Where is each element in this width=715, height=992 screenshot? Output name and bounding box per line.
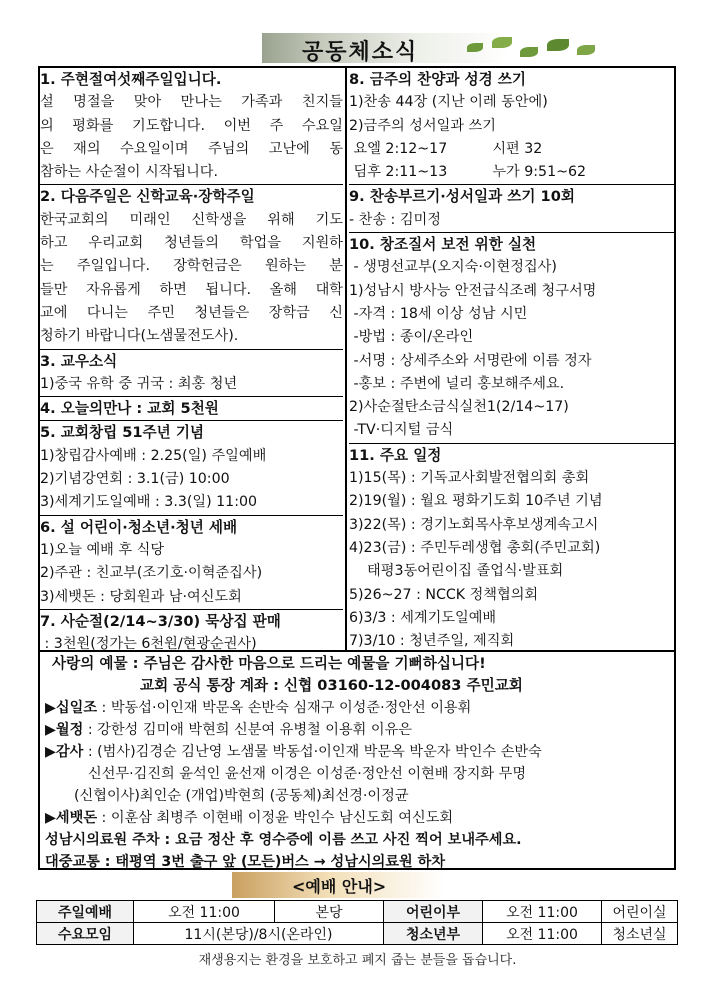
text-line: 설 명절을 맞아 만나는 가족과 친지들 (40, 94, 343, 111)
table-row (37, 923, 678, 945)
text-line: 1)15(목) : 기독교사회발전협의회 총회 (349, 470, 590, 487)
text-line: 들만 자유롭게 하면 됩니다. 올해 대학 (40, 281, 343, 298)
text-line: 딤후 2:11~13 누가 9:51~62 (349, 164, 587, 181)
leaf-icon (467, 43, 483, 52)
thanks-list-cont: 신선무·김진희 윤석인 윤선재 이경은 이성준·정안선 이현배 장지화 무명 (88, 766, 527, 782)
thanks-list-cont: (신협이사)최인순 (개업)박현희 (공동체)최선경·이정균 (74, 788, 409, 804)
section-heading: 2. 다음주일은 신학교육·장학주일 (40, 184, 343, 208)
text-line: 는 주일입니다. 장학헌금은 원하는 분 (40, 258, 343, 275)
bank-account: 교회 공식 통장 계좌 : 신협 03160-12-004083 주민교회 (140, 677, 523, 694)
leaf-icon (577, 45, 595, 55)
text-line: 3)세계기도일예배 : 3.3(일) 11:00 (40, 494, 258, 511)
thanks-list: ▶감사 : (범사)김경순 김난영 노샘물 박동섭·이인재 박문옥 박운자 박인수 손반숙 (45, 744, 542, 760)
text-line: 3)22(목) : 경기노회목사후보생계속고시 (349, 516, 599, 533)
section-heading: 10. 창조질서 보전 위한 실천 (349, 232, 675, 256)
text-line: -홍보 : 주변에 널리 홍보해주세요. (349, 375, 565, 392)
column-divider (345, 66, 347, 652)
leaf-icon (492, 37, 512, 48)
worship-table (36, 900, 678, 945)
text-line: - 생명선교부(오지숙·이현정집사) (349, 259, 557, 276)
table-cell: 어린이실 (602, 901, 678, 923)
text-line: 2)사순절탄소금식실천1(2/14~17) (349, 399, 569, 416)
text-line: -서명 : 상세주소와 서명란에 이름 정자 (349, 352, 592, 369)
text-line: 1)찬송 44장 (지난 이레 동안에) (349, 94, 548, 111)
footer-note: 재생용지는 환경을 보호하고 폐지 줍는 분들을 돕습니다. (198, 953, 517, 968)
table-cell: 주일예배 (37, 901, 134, 923)
leaf-icon (520, 47, 538, 57)
tithe-list: ▶십일조 : 박동섭·이인재 박문옥 손반숙 심재구 이성준·정안선 이용휘 (45, 700, 472, 716)
text-line: 2)19(월) : 월요 평화기도회 10주년 기념 (349, 493, 603, 510)
text-line: 하고 우리교회 청년들의 학업을 지원하 (40, 235, 343, 252)
text-line: 4)23(금) : 주민두레생협 총회(주민교회) (349, 539, 601, 556)
text-line: 은 재의 수요일이며 주님의 고난에 동 (40, 140, 343, 157)
text-line: 교에 다니는 주민 청년들은 장학금 신 (40, 304, 343, 321)
table-cell: 오전 11:00 (483, 901, 602, 923)
text-line: 요엘 2:12~17 시편 32 (349, 140, 543, 157)
table-cell: 오전 11:00 (483, 923, 602, 945)
table-row (37, 901, 678, 923)
text-line: 7)3/10 : 청년주일, 제직회 (349, 633, 515, 650)
worship-banner (232, 872, 618, 898)
text-line: -방법 : 종이/온라인 (349, 329, 474, 346)
text-line: 2)주관 : 친교부(조기호·이혁준집사) (40, 565, 263, 582)
section-heading: 8. 금주의 찬양과 성경 쓰기 (349, 71, 526, 88)
section-heading: 9. 찬송부르기·성서일과 쓰기 10회 (349, 184, 675, 208)
text-line: 1)창립감사예배 : 2.25(일) 주일예배 (40, 447, 267, 464)
section-heading: 4. 오늘의만나 : 교회 5천원 (40, 396, 343, 420)
section-heading: 7. 사순절(2/14~3/30) 묵상집 판매 (40, 609, 343, 633)
section-heading: 11. 주요 일정 (349, 443, 675, 467)
section-heading: 1. 주현절여섯째주일입니다. (40, 71, 222, 88)
text-line: 1)오늘 예배 후 식당 (40, 541, 165, 558)
text-line: 6)3/3 : 세계기도일예배 (349, 609, 497, 626)
text-line: 2)기념강연회 : 3.1(금) 10:00 (40, 471, 230, 488)
table-cell: 수요모임 (37, 923, 134, 945)
parking-notice: 성남시의료원 주차 : 요금 정산 후 영수증에 이름 쓰고 사진 찍어 보내주세요. (45, 832, 522, 848)
text-line: 한국교회의 미래인 신학생을 위해 기도 (40, 211, 343, 228)
text-line: 5)26~27 : NCCK 정책협의회 (349, 586, 539, 603)
text-line: -TV·디지털 금식 (349, 422, 454, 439)
text-line: - 찬송 : 김미정 (349, 211, 441, 228)
text-line: 의 평화를 기도합니다. 이번 주 수요일 (40, 117, 343, 134)
table-cell: 11시(본당)/8시(온라인) (134, 923, 384, 945)
transit-notice: 대중교통 : 태평역 3번 출구 앞 (모든)버스 → 성남시의료원 하차 (45, 854, 446, 870)
table-cell: 어린이부 (384, 901, 483, 923)
text-line: 청하기 바랍니다(노샘물전도사). (40, 328, 239, 345)
offering-line: 사랑의 예물 : 주님은 감사한 마음으로 드리는 예물을 기뻐하십니다! (52, 655, 486, 672)
text-line: 참하는 사순절이 시작됩니다. (40, 164, 218, 181)
title-banner (262, 33, 614, 63)
section-heading: 5. 교회창립 51주년 기념 (40, 420, 343, 444)
table-cell: 청소년부 (384, 923, 483, 945)
text-line: 1)성남시 방사능 안전급식조례 청구서명 (349, 282, 597, 299)
text-line: : 3천원(정가는 6천원/현광순권사) (40, 636, 257, 653)
newyear-list: ▶세뱃돈 : 이훈삼 최병주 이현배 이정윤 박인수 남신도회 여신도회 (45, 810, 454, 826)
table-cell: 청소년실 (602, 923, 678, 945)
table-cell: 본당 (275, 901, 384, 923)
worship-title: <예배 안내> (292, 877, 387, 896)
leaf-icon (547, 39, 569, 51)
monthly-list: ▶월정 : 강한성 김미애 박현희 신분여 유병철 이용휘 이유은 (45, 722, 412, 738)
right-column (349, 68, 675, 653)
section-heading: 3. 교우소식 (40, 349, 343, 373)
text-line: -자격 : 18세 이상 성남 시민 (349, 305, 528, 322)
text-line: 3)세뱃돈 : 당회원과 남·여신도회 (40, 588, 242, 605)
text-line: 태평3동어린이집 졸업식·발표회 (349, 563, 564, 580)
section-heading: 6. 설 어린이·청소년·청년 세배 (40, 515, 343, 539)
text-line: 2)금주의 성서일과 쓰기 (349, 117, 496, 134)
page-title: 공동체소식 (302, 40, 419, 65)
table-cell: 오전 11:00 (134, 901, 275, 923)
text-line: 1)중국 유학 중 귀국 : 최홍 청년 (40, 375, 238, 392)
left-column (40, 68, 343, 656)
